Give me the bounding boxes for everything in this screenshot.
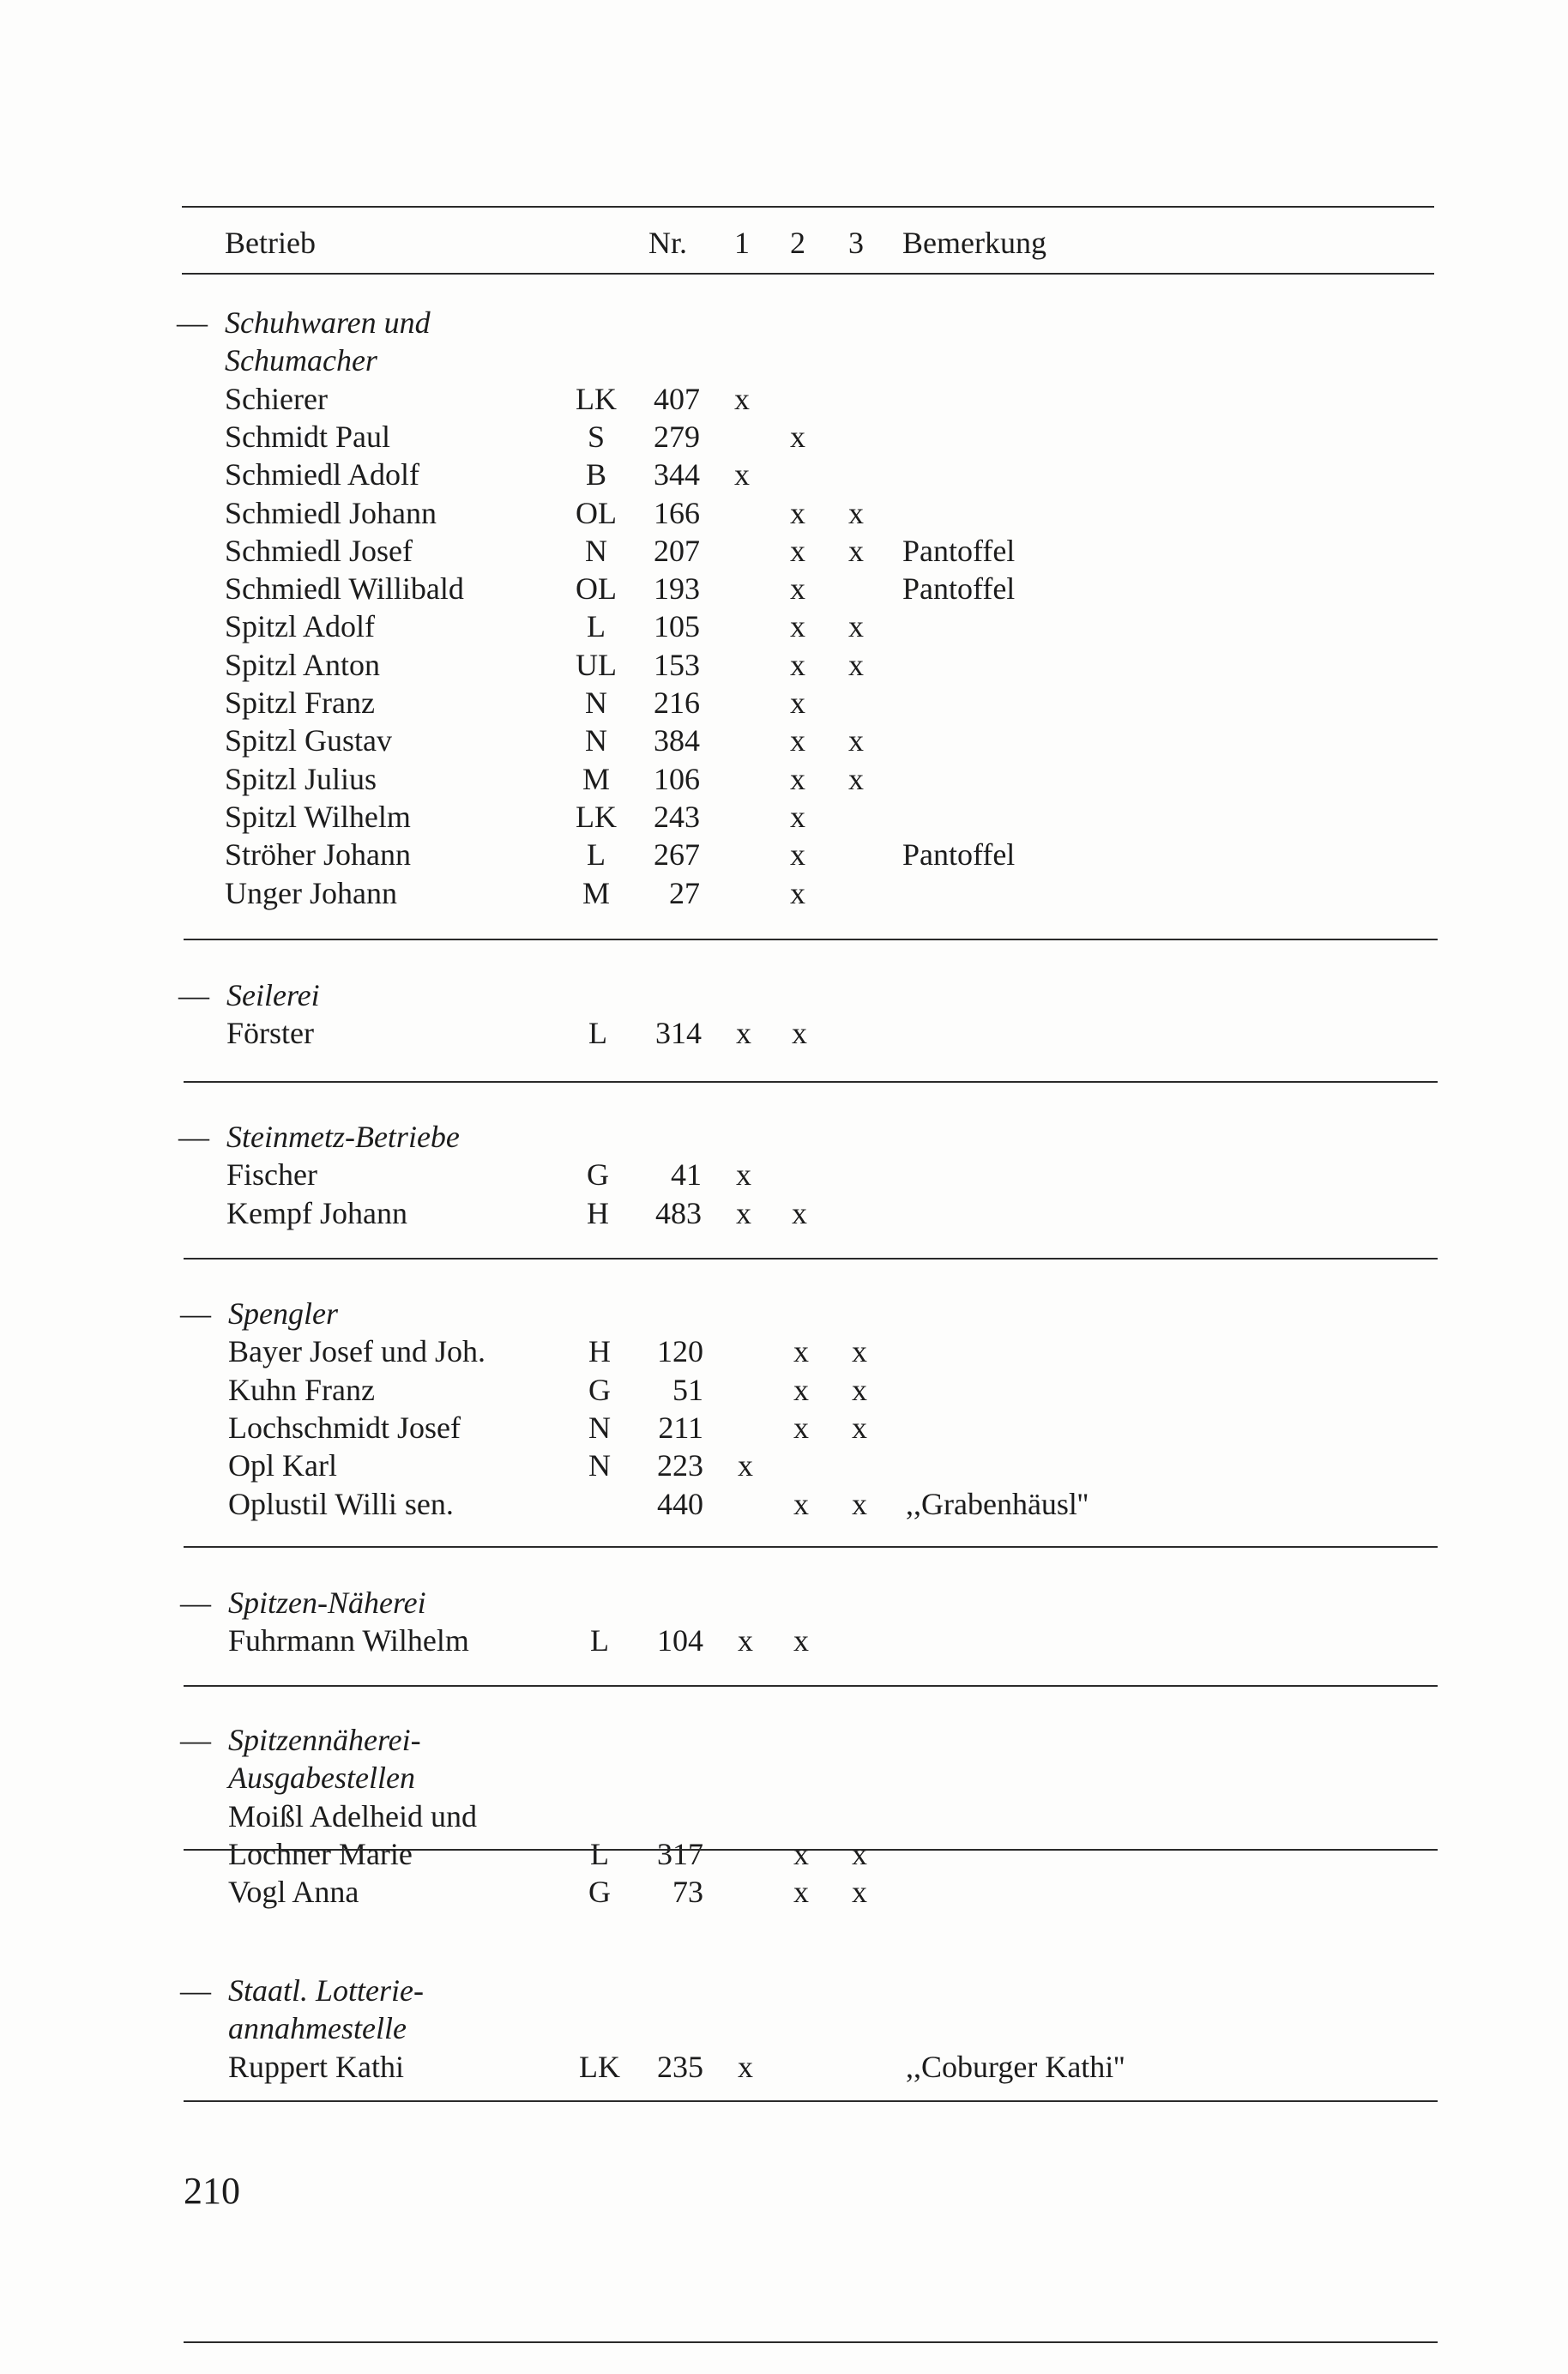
entry-code: N: [585, 686, 607, 720]
section-title: Spengler: [228, 1296, 338, 1331]
entry-col3: x: [848, 647, 864, 682]
section-rule: [184, 1685, 1438, 1687]
entry-code: N: [588, 1448, 611, 1483]
entry-col2: x: [790, 571, 805, 607]
entry-code: LK: [576, 799, 617, 834]
entry-name: Spitzl Anton: [225, 647, 381, 682]
entry-number: 211: [658, 1410, 703, 1445]
entry-number: 193: [654, 571, 700, 607]
entry-note: Pantoffel: [902, 533, 1016, 568]
entry-name: Kuhn Franz: [228, 1372, 375, 1407]
entry-name: Schmiedl Adolf: [225, 457, 419, 492]
entry-name: Spitzl Adolf: [225, 609, 376, 644]
entry-number: 105: [654, 609, 700, 644]
section-dash: —: [178, 1120, 209, 1154]
section-title: Schuhwaren und: [225, 305, 431, 340]
entry-number: 153: [654, 647, 700, 682]
entry-code: L: [587, 609, 606, 644]
entry-col3: x: [852, 1486, 867, 1521]
entry-name: Förster: [226, 1016, 314, 1051]
entry-code: L: [590, 1836, 609, 1871]
entry-number: 344: [654, 457, 700, 492]
section-rule: [184, 1849, 1438, 1851]
section-rule: [184, 1081, 1438, 1083]
entry-col2: x: [793, 1410, 809, 1445]
entry-code: L: [590, 1623, 609, 1658]
entry-code: UL: [576, 647, 617, 682]
entry-name: Schmiedl Willibald: [225, 571, 464, 607]
entry-col2: x: [793, 1623, 809, 1658]
entry-col2: x: [790, 533, 805, 568]
section-dash: —: [180, 1296, 211, 1331]
entry-col2: x: [790, 723, 805, 758]
entry-col1: x: [738, 1448, 753, 1483]
section-rule: [184, 2100, 1438, 2102]
entry-col2: x: [793, 1875, 809, 1910]
entry-col2: x: [790, 647, 805, 682]
entry-col1: x: [734, 381, 750, 416]
header-bottom-rule: [182, 273, 1434, 275]
entry-code: H: [588, 1334, 611, 1369]
section-dash: —: [180, 1723, 211, 1757]
entry-col2: x: [790, 799, 805, 834]
entry-code: B: [585, 457, 606, 492]
entry-note: ,,Grabenhäusl'': [906, 1486, 1089, 1521]
entry-number: 235: [657, 2049, 703, 2084]
entry-number: 223: [657, 1448, 703, 1483]
entry-col1: x: [738, 1623, 753, 1658]
section-title: Schumacher: [225, 343, 377, 378]
entry-name: Unger Johann: [225, 875, 397, 910]
entry-col2: x: [790, 609, 805, 644]
entry-code: M: [582, 875, 610, 910]
section-title: Spitzen-Näherei: [228, 1586, 426, 1620]
header-bemerkung: Bemerkung: [902, 226, 1046, 260]
entry-col2: x: [790, 761, 805, 796]
entry-number: 314: [655, 1016, 702, 1051]
entry-name: Oplustil Willi sen.: [228, 1486, 454, 1521]
entry-col3: x: [852, 1836, 867, 1871]
entry-number: 27: [669, 875, 700, 910]
entry-col1: x: [736, 1016, 751, 1051]
entry-col2: x: [790, 419, 805, 454]
entry-name: Schmiedl Johann: [225, 495, 437, 530]
entry-name: Ströher Johann: [225, 837, 411, 873]
section-rule: [184, 2341, 1438, 2343]
entry-code: LK: [576, 381, 617, 416]
entry-code: L: [587, 837, 606, 873]
entry-code: S: [587, 419, 606, 454]
entry-col2: x: [792, 1016, 807, 1051]
entry-note: Pantoffel: [902, 837, 1016, 873]
section-dash: —: [177, 305, 208, 340]
entry-number: 41: [671, 1157, 702, 1193]
entry-note: ,,Coburger Kathi'': [906, 2049, 1125, 2084]
entry-number: 279: [654, 419, 700, 454]
entry-code: M: [582, 761, 610, 796]
entry-name: Ruppert Kathi: [228, 2049, 404, 2084]
entry-number: 440: [657, 1486, 703, 1521]
entry-code: L: [588, 1016, 607, 1051]
section-title: Steinmetz-Betriebe: [226, 1120, 460, 1154]
entry-number: 243: [654, 799, 700, 834]
entry-number: 384: [654, 723, 700, 758]
header-col1: 1: [734, 226, 750, 260]
entry-number: 106: [654, 761, 700, 796]
entry-code: G: [588, 1875, 611, 1910]
section-rule: [184, 1258, 1438, 1259]
entry-code: H: [587, 1195, 609, 1230]
entry-name: Spitzl Julius: [225, 761, 377, 796]
entry-number: 216: [654, 686, 700, 720]
entry-col3: x: [852, 1372, 867, 1407]
entry-number: 407: [654, 381, 700, 416]
entry-number: 51: [672, 1372, 703, 1407]
entry-col2: x: [793, 1486, 809, 1521]
entry-name: Opl Karl: [228, 1448, 337, 1483]
entry-number: 73: [672, 1875, 703, 1910]
section-title: Seilerei: [226, 978, 320, 1012]
entry-col2: x: [790, 686, 805, 720]
entry-col3: x: [848, 533, 864, 568]
entry-col2: x: [793, 1334, 809, 1369]
entry-name: Fischer: [226, 1157, 317, 1193]
section-dash: —: [178, 978, 209, 1012]
entry-col3: x: [848, 761, 864, 796]
section-title: Staatl. Lotterie-: [228, 1973, 424, 2008]
entry-col1: x: [738, 2049, 753, 2084]
entry-name: Moißl Adelheid und: [228, 1798, 477, 1833]
entry-col2: x: [793, 1836, 809, 1871]
entry-col3: x: [852, 1334, 867, 1369]
entry-name: Schmiedl Josef: [225, 533, 413, 568]
entry-col2: x: [792, 1195, 807, 1230]
entry-name: Lochner Marie: [228, 1836, 413, 1871]
entry-number: 166: [654, 495, 700, 530]
entry-code: OL: [576, 495, 617, 530]
entry-col2: x: [790, 875, 805, 910]
entry-col1: x: [736, 1157, 751, 1193]
entry-col3: x: [852, 1875, 867, 1910]
entry-name: Kempf Johann: [226, 1195, 407, 1230]
entry-name: Schierer: [225, 381, 328, 416]
entry-col3: x: [848, 723, 864, 758]
entry-name: Vogl Anna: [228, 1875, 359, 1910]
header-col2: 2: [790, 226, 805, 260]
entry-col2: x: [793, 1372, 809, 1407]
entry-col3: x: [848, 495, 864, 530]
entry-note: Pantoffel: [902, 571, 1016, 607]
entry-number: 207: [654, 533, 700, 568]
entry-col2: x: [790, 837, 805, 873]
page-number: 210: [184, 2170, 240, 2212]
entry-number: 267: [654, 837, 700, 873]
entry-col3: x: [852, 1410, 867, 1445]
entry-name: Lochschmidt Josef: [228, 1410, 461, 1445]
entry-col3: x: [848, 609, 864, 644]
entry-code: G: [588, 1372, 611, 1407]
section-title: Spitzennäherei-: [228, 1723, 421, 1757]
entry-code: G: [587, 1157, 609, 1193]
entry-col1: x: [734, 457, 750, 492]
entry-number: 120: [657, 1334, 703, 1369]
entry-name: Spitzl Wilhelm: [225, 799, 411, 834]
entry-col1: x: [736, 1195, 751, 1230]
section-title: Ausgabestellen: [228, 1761, 415, 1796]
entry-name: Spitzl Franz: [225, 686, 375, 720]
header-betrieb: Betrieb: [225, 226, 316, 260]
entry-number: 104: [657, 1623, 703, 1658]
section-dash: —: [180, 1586, 211, 1620]
header-nr: Nr.: [648, 226, 687, 260]
entry-code: OL: [576, 571, 617, 607]
entry-name: Schmidt Paul: [225, 419, 391, 454]
header-col3: 3: [848, 226, 864, 260]
entry-name: Fuhrmann Wilhelm: [228, 1623, 469, 1658]
section-rule: [184, 939, 1438, 940]
entry-name: Bayer Josef und Joh.: [228, 1334, 485, 1369]
header-top-rule: [182, 206, 1434, 208]
section-dash: —: [180, 1973, 211, 2008]
entry-code: N: [585, 723, 607, 758]
entry-number: 483: [655, 1195, 702, 1230]
entry-code: LK: [579, 2049, 620, 2084]
entry-number: 317: [657, 1836, 703, 1871]
entry-code: N: [585, 533, 607, 568]
section-title: annahmestelle: [228, 2011, 407, 2046]
entry-name: Spitzl Gustav: [225, 723, 392, 758]
entry-col2: x: [790, 495, 805, 530]
entry-code: N: [588, 1410, 611, 1445]
section-rule: [184, 1546, 1438, 1548]
